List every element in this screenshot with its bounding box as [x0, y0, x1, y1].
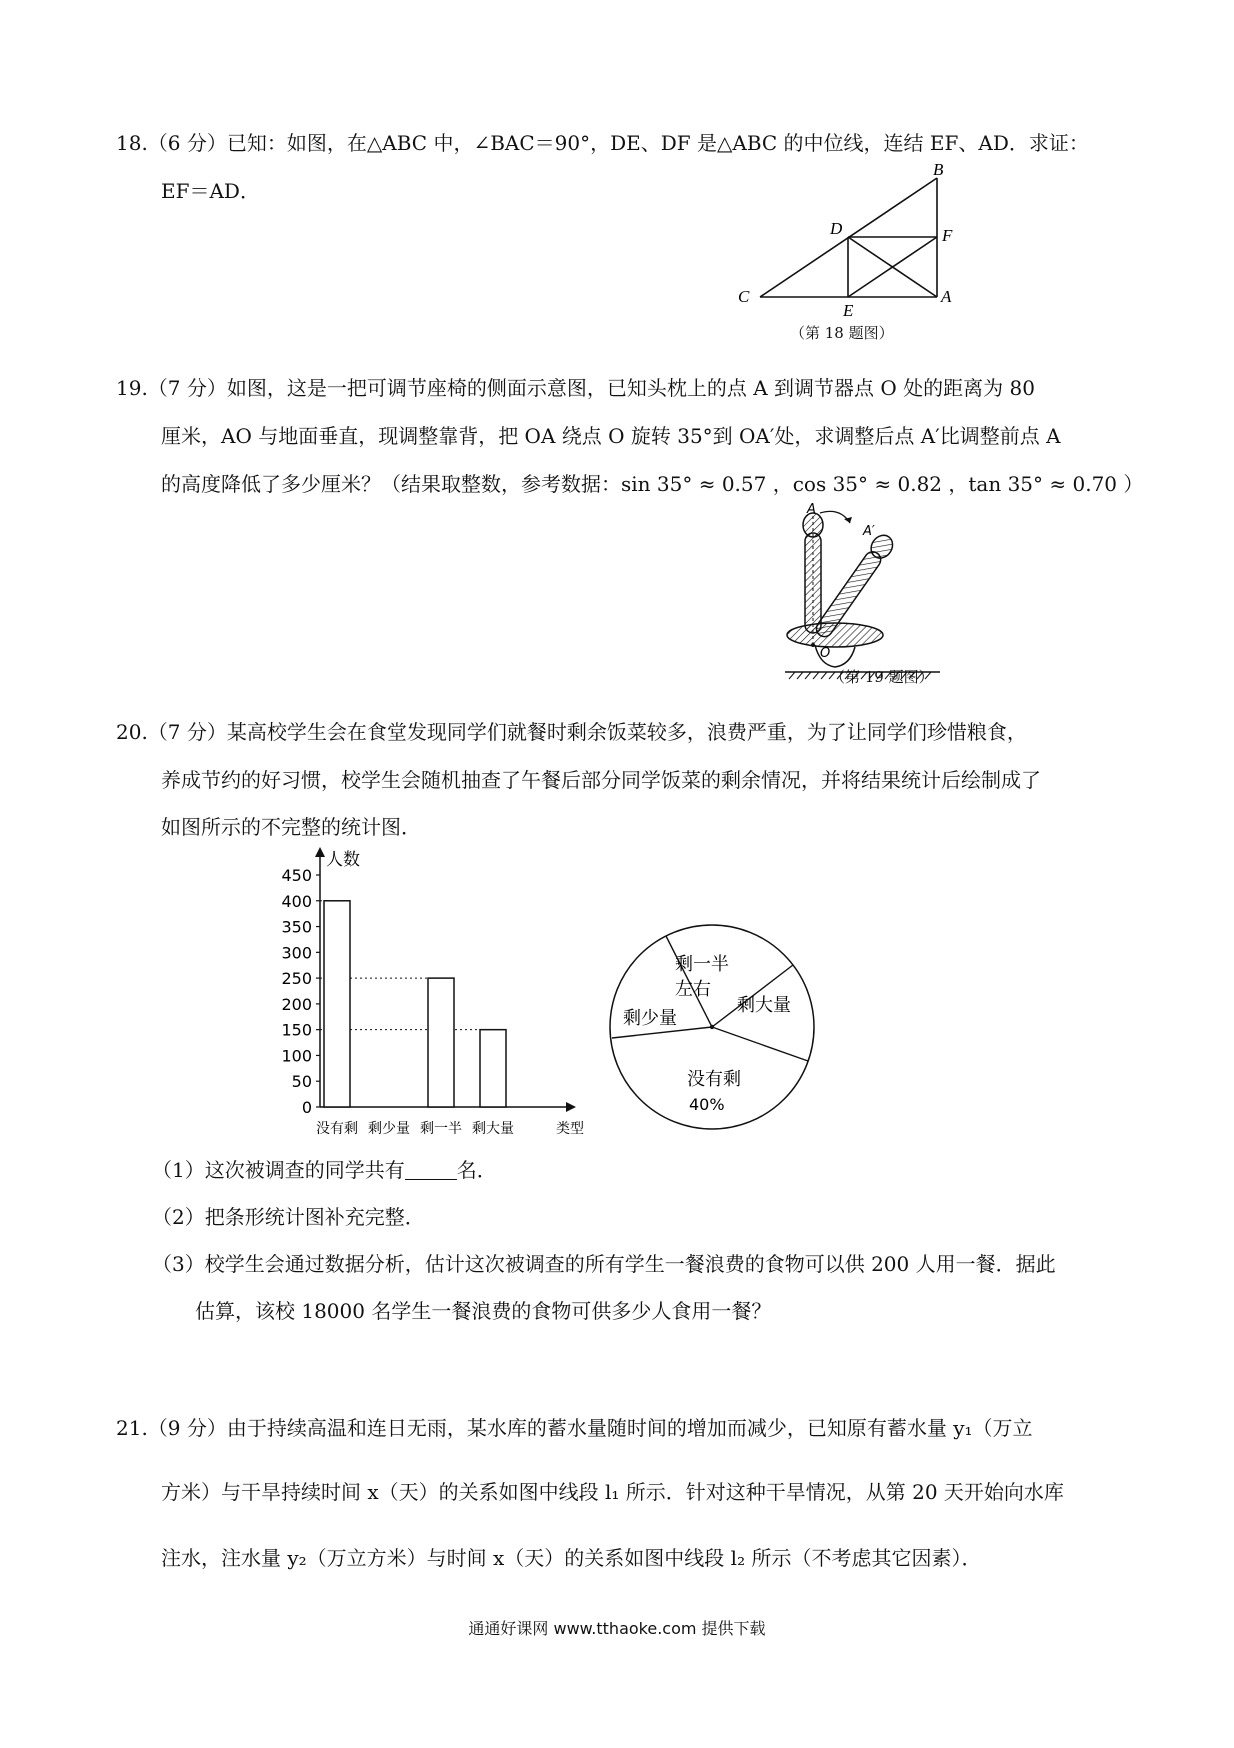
q20-text-line3: 如图所示的不完整的统计图． [161, 815, 421, 839]
q19-seat-figure [775, 502, 955, 685]
q18-text-line1: 18.（6 分）已知：如图，在△ABC 中，∠BAC＝90°，DE、DF 是△ABC 的中位线，连结 EF、AD．求证： [116, 131, 1089, 155]
q18-text-line2: EF＝AD． [161, 179, 260, 203]
q20-sub3-line1: （3）校学生会通过数据分析，估计这次被调查的所有学生一餐浪费的食物可以供 200 人用一餐．据此 [152, 1252, 1056, 1276]
answer-blank[interactable] [405, 1161, 457, 1180]
pie-center [710, 1025, 714, 1029]
y-tick-label: 100 [281, 1046, 312, 1066]
q20-sub3-line2: 估算，该校 18000 名学生一餐浪费的食物可供多少人食用一餐？ [195, 1299, 772, 1323]
category-label-剩少量: 剩少量 [368, 1121, 410, 1137]
y-tick-label: 150 [281, 1020, 312, 1040]
q20-sub2: （2）把条形统计图补充完整． [152, 1205, 425, 1229]
pie-label-none-percent: 40% [689, 1095, 725, 1114]
bar-chart [270, 845, 610, 1150]
y-tick-label: 400 [281, 891, 312, 911]
q20-sub1-suffix: 名． [456, 1158, 497, 1182]
x-axis-arrow [566, 1102, 576, 1112]
q19-text-line3: 的高度降低了多少厘米？（结果取整数，参考数据：sin 35° ≈ 0.57 ，cos 35° ≈ 0.82 ，tan 35° ≈ 0.70 ） [161, 472, 1144, 496]
q20-sub1-text: （1）这次被调查的同学共有 [152, 1158, 405, 1182]
y-tick-label: 250 [281, 969, 312, 989]
pie-label-half-2: 左右 [675, 979, 711, 1000]
bar-剩大量 [480, 1030, 506, 1107]
pie-label-little: 剩少量 [623, 1008, 677, 1029]
pie-divider-3 [712, 1027, 808, 1061]
y-tick-label: 0 [301, 1098, 312, 1117]
category-label-剩大量: 剩大量 [472, 1121, 514, 1137]
label-C: C [738, 287, 750, 306]
q19-text-line2: 厘米，AO 与地面垂直，现调整靠背，把 OA 绕点 O 旋转 35°到 OA′处，求调整后点 A′比调整前点 A [161, 424, 1061, 448]
category-label-剩一半: 剩一半 [420, 1121, 462, 1137]
q21-text-line2: 方米）与干旱持续时间 x（天）的关系如图中线段 l₁ 所示．针对这种干旱情况，从第 20 天开始向水库 [161, 1480, 1064, 1504]
q20-text-line1: 20.（7 分）某高校学生会在食堂发现同学们就餐时剩余饭菜较多，浪费严重，为了让同学们珍惜粮食， [116, 720, 1027, 744]
y-tick-label: 50 [291, 1072, 312, 1092]
q18-caption: （第 18 题图） [790, 324, 894, 342]
y-tick-label: 200 [281, 994, 312, 1014]
q18-triangle-figure [730, 160, 960, 320]
y-tick-label: 350 [281, 917, 312, 937]
q19-text-line1: 19.（7 分）如图，这是一把可调节座椅的侧面示意图，已知头枕上的点 A 到调节器点 O 处的距离为 80 [116, 376, 1035, 400]
label-B: B [933, 160, 944, 179]
y-axis-label: 人数 [326, 850, 360, 870]
label-D: D [830, 219, 843, 238]
label-A: A [941, 287, 952, 306]
q21-text-line3: 注水，注水量 y₂（万立方米）与时间 x（天）的关系如图中线段 l₂ 所示（不考虑其它因素）． [161, 1546, 982, 1570]
label-E: E [843, 301, 854, 320]
pie-chart [605, 920, 820, 1135]
y-axis-arrow [315, 847, 325, 857]
label-A-prime: A′ [863, 524, 875, 539]
q20-sub1 [152, 1155, 497, 1185]
q20-text-line2: 养成节约的好习惯，校学生会随机抽查了午餐后部分同学饭菜的剩余情况，并将结果统计后绘制成了 [161, 768, 1041, 792]
pie-label-none: 没有剩 [687, 1069, 741, 1090]
label-O: O [820, 646, 831, 661]
footer: 通通好课网 www.tthaoke.com 提供下载 [468, 1619, 766, 1638]
q21-text-line1: 21.（9 分）由于持续高温和连日无雨，某水库的蓄水量随时间的增加而减少，已知原有蓄水量 y₁（万立 [116, 1416, 1033, 1440]
bar-没有剩 [324, 901, 350, 1107]
x-axis-label: 类型 [556, 1121, 584, 1137]
pie-label-half-1: 剩一半 [675, 954, 729, 975]
y-tick-label: 450 [281, 866, 312, 885]
pie-label-large: 剩大量 [737, 995, 791, 1016]
bar-剩一半 [428, 978, 454, 1107]
q19-caption: （第 19 题图） [830, 668, 934, 686]
y-tick-label: 300 [281, 943, 312, 963]
label-A-seat: A [807, 502, 816, 517]
category-label-没有剩: 没有剩 [316, 1121, 358, 1137]
label-F: F [942, 226, 953, 245]
